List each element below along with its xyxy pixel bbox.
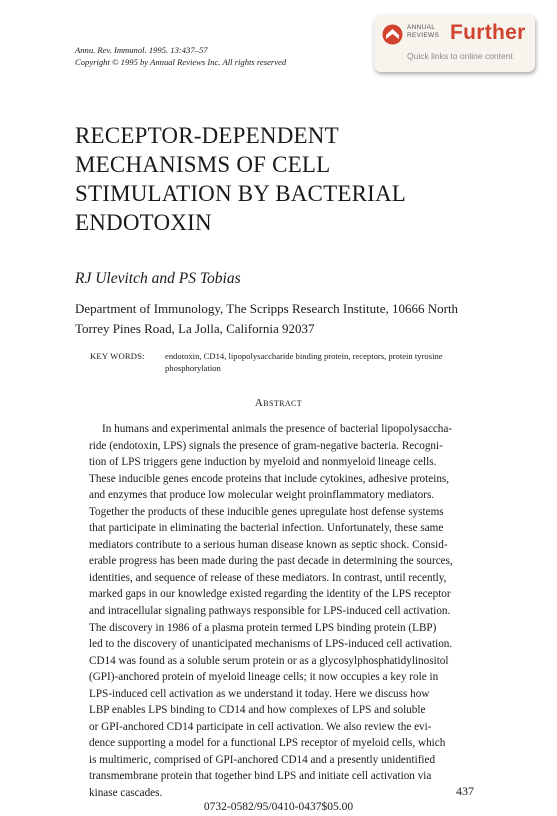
article-code: 0732-0582/95/0410-0437$05.00 [203, 801, 354, 813]
abstract-line: identities, and sequence of release of these mediators. In contrast, until recently, [89, 571, 447, 584]
keywords-text: endotoxin, CD14, lipopolysaccharide binding protein, receptors, protein tyrosine phosphorylation [165, 351, 443, 373]
authors: RJ Ulevitch and PS Tobias [75, 270, 241, 287]
journal-citation [75, 44, 286, 68]
keywords-label: KEY WORDS: [90, 351, 145, 361]
affiliation-line: Department of Immunology, The Scripps Research Institute, 10666 North [75, 301, 459, 316]
abstract-line: that participate in eliminating the bacterial infection. Unfortunately, these same [89, 522, 444, 535]
abstract-line: ride (endotoxin, LPS) signals the presence of gram-negative bacteria. Recogni- [89, 439, 443, 452]
abstract-line: dence supporting a model for a functional LPS receptor of myeloid cells, which [89, 737, 446, 750]
abstract-line: or GPI-anchored CD14 participate in cell activation. We also review the evi- [89, 720, 432, 733]
abstract-line: LPS-induced cell activation as we understand it today. Here we discuss how [89, 687, 430, 700]
abstract-line: transmembrane protein that together bind LPS and initiate cell activation via [89, 770, 432, 783]
title-line: STIMULATION BY BACTERIAL [75, 181, 407, 206]
further-subtitle: Quick links to online content [407, 51, 513, 61]
abstract-line: Together the products of these inducible genes upregulate host defense systems [89, 505, 444, 518]
affiliation [75, 299, 458, 338]
abstract-heading: Abstract [254, 397, 303, 409]
abstract-line: mediators contribute to a serious human disease known as septic shock. Consid- [89, 538, 448, 551]
citation-journal-line: Annu. Rev. Immunol. 1995. 13:437–57 [75, 45, 208, 55]
brand-line-1: ANNUAL [407, 24, 436, 31]
abstract-line: erable progress has been made during the past decade in determining the sources, [89, 555, 453, 568]
abstract-line: In humans and experimental animals the presence of bacterial lipopolysaccha- [102, 423, 453, 435]
further-brand [407, 24, 439, 39]
abstract-line: The discovery in 1986 of a plasma protein termed LPS binding protein (LBP) [89, 621, 437, 634]
abstract-line: and enzymes that produce low molecular weight proinflammatory mediators. [89, 489, 435, 502]
further-links-badge[interactable] [374, 15, 535, 72]
abstract-line: led to the discovery of unanticipated mechanisms of LPS-induced cell activation. [89, 638, 453, 651]
abstract-line: These inducible genes encode proteins that include cytokines, adhesive proteins, [89, 472, 450, 485]
brand-line-2: REVIEWS [407, 31, 440, 39]
article-title [75, 121, 406, 237]
affiliation-line: Torrey Pines Road, La Jolla, California 92037 [75, 320, 315, 336]
citation-copyright-line: Copyright © 1995 by Annual Reviews Inc. All rights reserved [75, 57, 287, 67]
abstract-line: LBP enables LPS binding to CD14 and how complexes of LPS and soluble [89, 704, 426, 717]
title-line: MECHANISMS OF CELL [75, 152, 331, 177]
abstract-line: kinase cascades. [89, 787, 163, 800]
page-number: 437 [456, 784, 474, 798]
title-line: ENDOTOXIN [75, 210, 212, 235]
annual-reviews-logo-icon [382, 24, 403, 45]
abstract-line: tion of LPS triggers gene induction by myeloid and nonmyeloid lineage cells. [89, 456, 437, 469]
abstract-line: and intracellular signaling pathways responsible for LPS-induced cell activation. [89, 605, 451, 618]
further-title: Further [450, 21, 526, 44]
abstract-line: marked gaps in our knowledge existed regarding the identity of the LPS receptor [89, 588, 451, 601]
abstract-line: CD14 was found as a soluble serum protein or as a glycosylphosphatidylinositol [89, 654, 449, 667]
abstract-line: (GPI)-anchored protein of myeloid lineage cells; it now occupies a key role in [89, 671, 439, 684]
title-line: RECEPTOR-DEPENDENT [75, 123, 339, 148]
abstract-line: is multimeric, comprised of GPI-anchored CD14 and a presently unidentified [89, 753, 436, 766]
abstract-body [89, 421, 473, 802]
